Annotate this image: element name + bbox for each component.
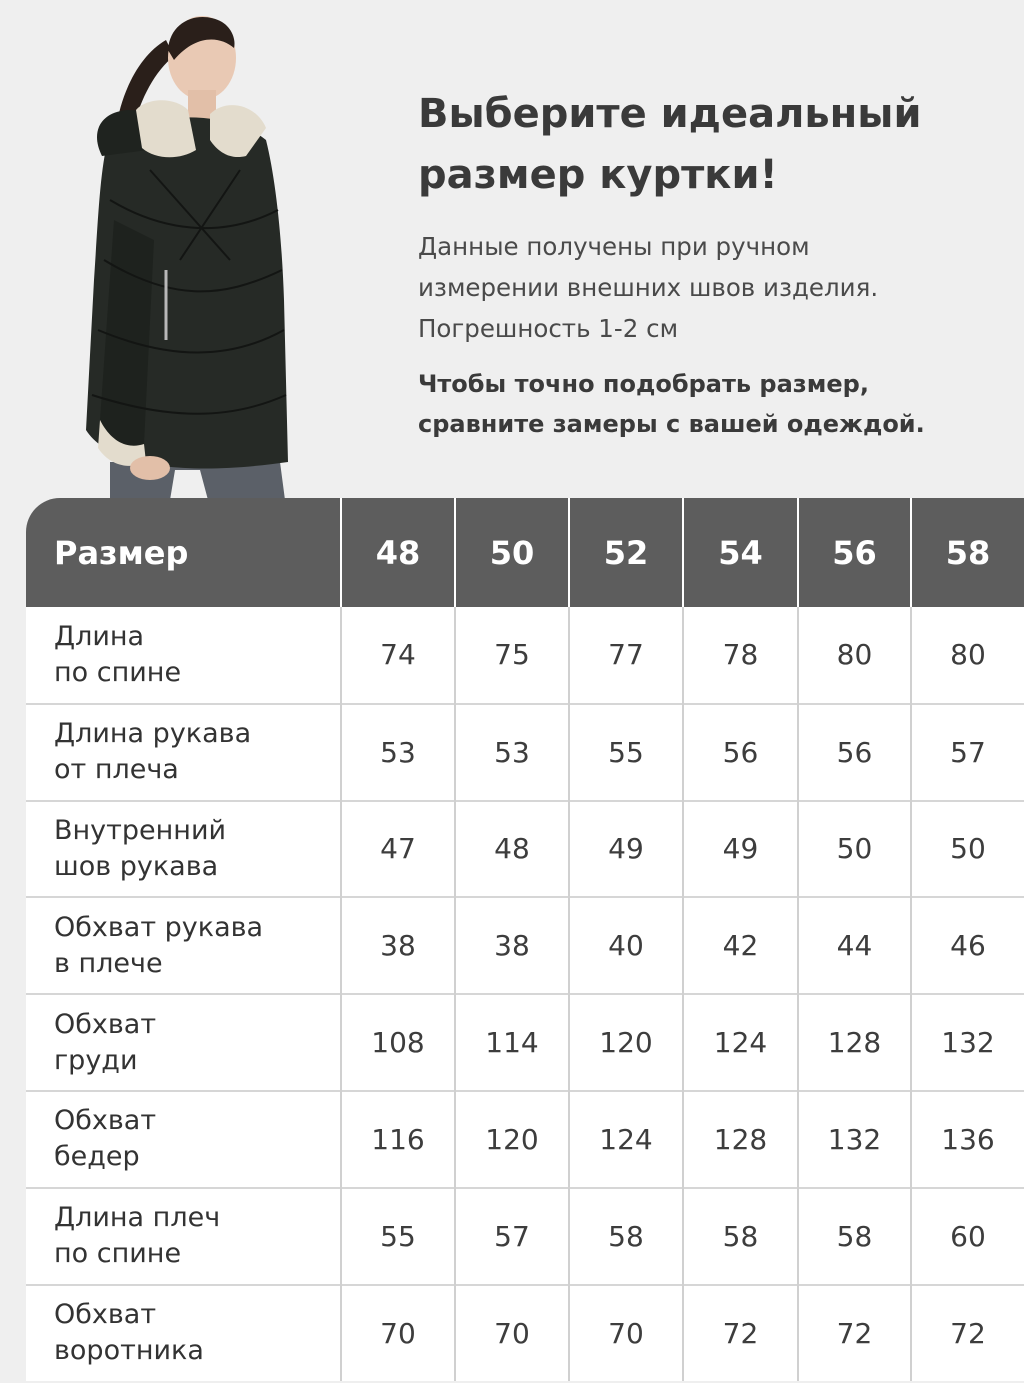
measurement-name-line: воротника bbox=[54, 1335, 204, 1367]
measurement-value-cell: 72 bbox=[798, 1285, 911, 1382]
size-column-header: Размер bbox=[26, 498, 341, 607]
size-header-cell: 50 bbox=[455, 498, 569, 607]
size-header-cell: 58 bbox=[911, 498, 1024, 607]
measurement-value-cell: 55 bbox=[569, 704, 683, 801]
measurement-name-line: Обхват bbox=[54, 1299, 157, 1331]
measurement-name-line: бедер bbox=[54, 1141, 140, 1173]
measurement-value-cell: 53 bbox=[455, 704, 569, 801]
measurement-name-line: груди bbox=[54, 1044, 138, 1076]
measurement-name-line: Обхват bbox=[54, 1105, 157, 1137]
measurement-value-cell: 77 bbox=[569, 607, 683, 704]
description-line: Погрешность 1-2 см bbox=[418, 314, 679, 343]
model-photo bbox=[70, 0, 310, 500]
measurement-name-cell bbox=[26, 1188, 341, 1285]
measurement-value-cell: 72 bbox=[911, 1285, 1024, 1382]
measurement-value-cell: 47 bbox=[341, 801, 455, 898]
measurement-value-cell: 55 bbox=[341, 1188, 455, 1285]
measurement-value-cell: 46 bbox=[911, 897, 1024, 994]
table-row bbox=[26, 607, 1024, 704]
measurement-value-cell: 108 bbox=[341, 994, 455, 1091]
measurement-value-cell: 132 bbox=[911, 994, 1024, 1091]
size-header-cell: 54 bbox=[683, 498, 798, 607]
measurement-value-cell: 114 bbox=[455, 994, 569, 1091]
table-body bbox=[26, 607, 1024, 1381]
measurement-value-cell: 57 bbox=[455, 1188, 569, 1285]
title-line: размер куртки! bbox=[418, 152, 778, 198]
measurement-value-cell: 128 bbox=[683, 1091, 798, 1188]
measurement-value-cell: 80 bbox=[798, 607, 911, 704]
measurement-name-line: Обхват рукава bbox=[54, 911, 264, 943]
table-row bbox=[26, 897, 1024, 994]
measurement-description bbox=[418, 226, 1008, 349]
size-chart-table bbox=[26, 498, 1024, 1381]
measurement-name-line: Внутренний bbox=[54, 814, 227, 846]
table-row bbox=[26, 1188, 1024, 1285]
size-header-cell: 52 bbox=[569, 498, 683, 607]
measurement-value-cell: 74 bbox=[341, 607, 455, 704]
measurement-name-cell bbox=[26, 801, 341, 898]
table-row bbox=[26, 704, 1024, 801]
measurement-value-cell: 42 bbox=[683, 897, 798, 994]
measurement-value-cell: 70 bbox=[341, 1285, 455, 1382]
measurement-value-cell: 49 bbox=[683, 801, 798, 898]
measurement-name-line: Длина bbox=[54, 620, 145, 652]
measurement-value-cell: 132 bbox=[798, 1091, 911, 1188]
description-line: измерении внешних швов изделия. bbox=[418, 273, 879, 302]
measurement-value-cell: 50 bbox=[798, 801, 911, 898]
description-line: Данные получены при ручном bbox=[418, 232, 810, 261]
measurement-value-cell: 38 bbox=[455, 897, 569, 994]
measurement-value-cell: 38 bbox=[341, 897, 455, 994]
size-header-cell: 48 bbox=[341, 498, 455, 607]
measurement-value-cell: 78 bbox=[683, 607, 798, 704]
note-line: Чтобы точно подобрать размер, bbox=[418, 370, 869, 398]
measurement-name-line: Длина рукава bbox=[54, 718, 252, 750]
measurement-value-cell: 70 bbox=[455, 1285, 569, 1382]
measurement-value-cell: 56 bbox=[683, 704, 798, 801]
measurement-value-cell: 50 bbox=[911, 801, 1024, 898]
measurement-name-cell bbox=[26, 1091, 341, 1188]
measurement-value-cell: 44 bbox=[798, 897, 911, 994]
table-row bbox=[26, 994, 1024, 1091]
table-header-row bbox=[26, 498, 1024, 607]
measurement-value-cell: 58 bbox=[798, 1188, 911, 1285]
title-line: Выберите идеальный bbox=[418, 91, 922, 137]
measurement-name-cell bbox=[26, 897, 341, 994]
measurement-value-cell: 56 bbox=[798, 704, 911, 801]
measurement-value-cell: 72 bbox=[683, 1285, 798, 1382]
measurement-value-cell: 120 bbox=[455, 1091, 569, 1188]
measurement-value-cell: 40 bbox=[569, 897, 683, 994]
measurement-value-cell: 57 bbox=[911, 704, 1024, 801]
measurement-value-cell: 53 bbox=[341, 704, 455, 801]
measurement-name-cell bbox=[26, 994, 341, 1091]
measurement-value-cell: 75 bbox=[455, 607, 569, 704]
measurement-name-line: по спине bbox=[54, 1238, 182, 1270]
size-advice-note bbox=[418, 364, 1018, 444]
measurement-value-cell: 48 bbox=[455, 801, 569, 898]
measurement-value-cell: 116 bbox=[341, 1091, 455, 1188]
measurement-name-line: Длина плеч bbox=[54, 1202, 221, 1234]
measurement-name-line: шов рукава bbox=[54, 850, 219, 882]
measurement-value-cell: 80 bbox=[911, 607, 1024, 704]
measurement-value-cell: 124 bbox=[569, 1091, 683, 1188]
measurement-name-cell bbox=[26, 1285, 341, 1382]
measurement-value-cell: 136 bbox=[911, 1091, 1024, 1188]
measurement-name-line: Обхват bbox=[54, 1008, 157, 1040]
measurement-name-line: от плеча bbox=[54, 754, 179, 786]
measurement-value-cell: 128 bbox=[798, 994, 911, 1091]
measurement-value-cell: 120 bbox=[569, 994, 683, 1091]
measurement-name-cell bbox=[26, 704, 341, 801]
table-row bbox=[26, 801, 1024, 898]
page-title bbox=[418, 84, 998, 206]
measurement-value-cell: 60 bbox=[911, 1188, 1024, 1285]
measurement-value-cell: 58 bbox=[683, 1188, 798, 1285]
measurement-value-cell: 58 bbox=[569, 1188, 683, 1285]
table-row bbox=[26, 1285, 1024, 1382]
measurement-name-line: в плече bbox=[54, 947, 163, 979]
size-header-cell: 56 bbox=[798, 498, 911, 607]
measurement-name-line: по спине bbox=[54, 656, 182, 688]
note-line: сравните замеры с вашей одеждой. bbox=[418, 410, 925, 438]
measurement-value-cell: 124 bbox=[683, 994, 798, 1091]
measurement-value-cell: 70 bbox=[569, 1285, 683, 1382]
table-row bbox=[26, 1091, 1024, 1188]
measurement-value-cell: 49 bbox=[569, 801, 683, 898]
measurement-name-cell bbox=[26, 607, 341, 704]
